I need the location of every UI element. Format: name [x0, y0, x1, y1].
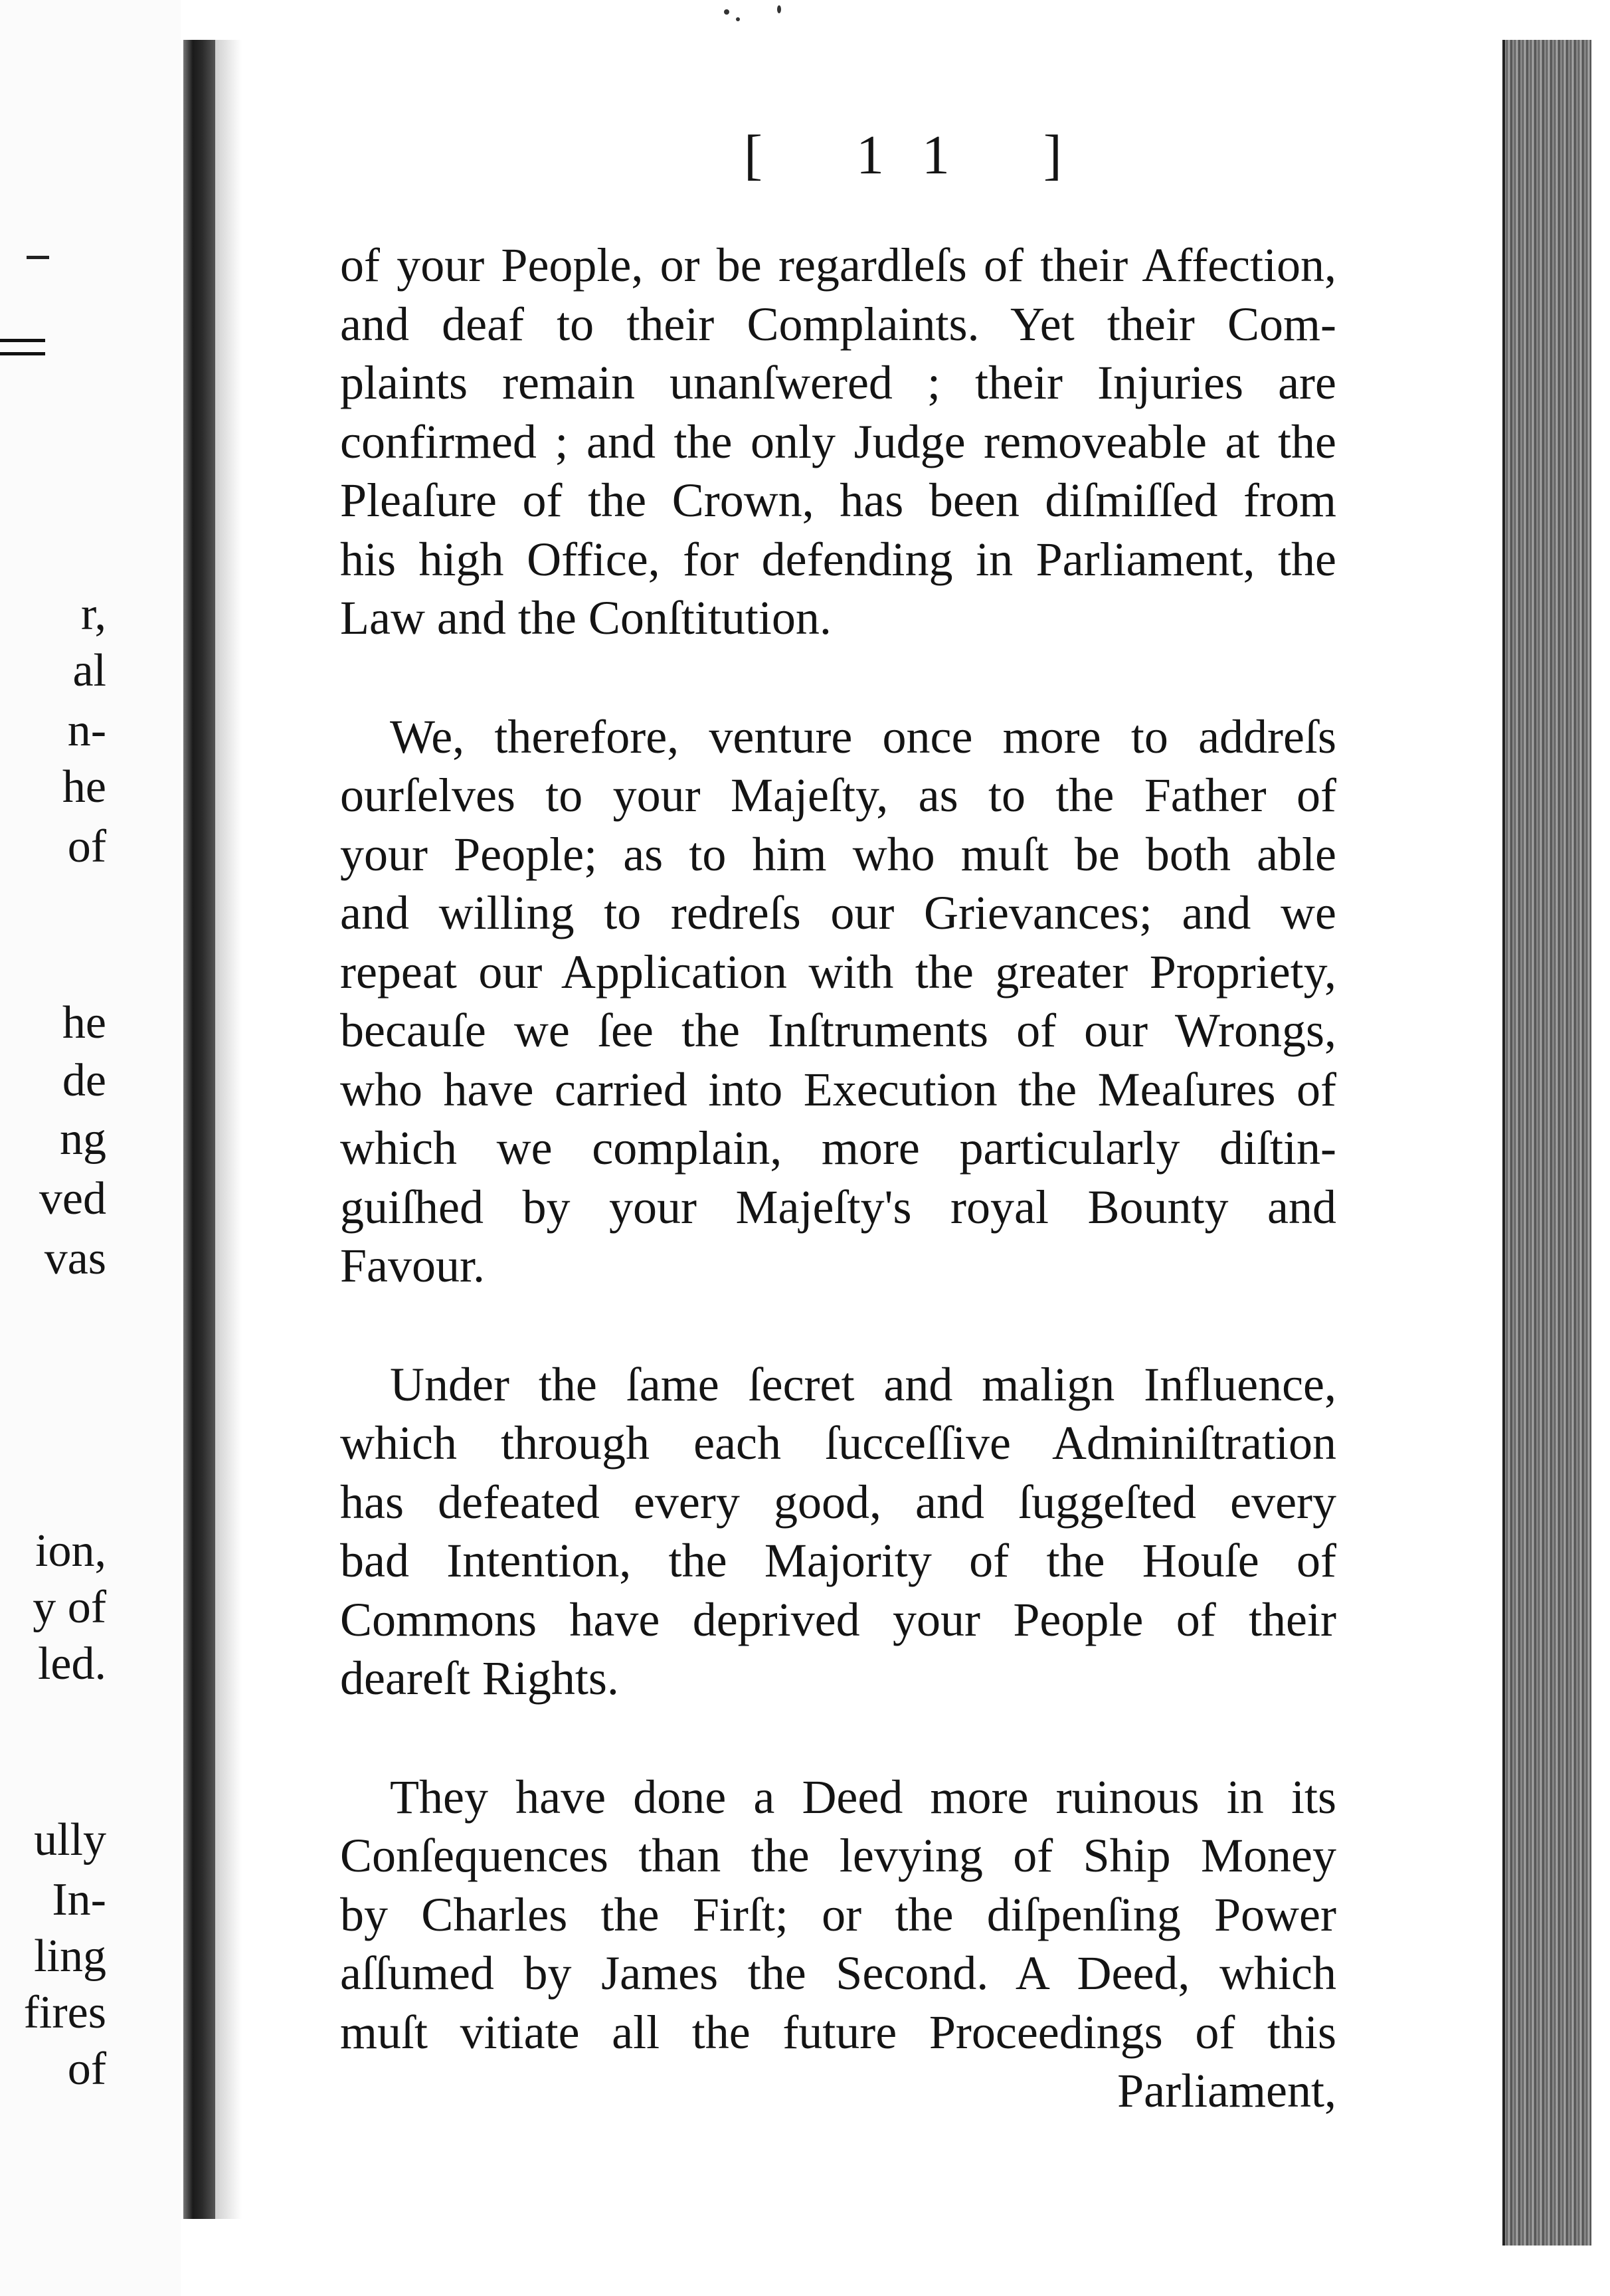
- paragraph: [340, 1768, 1336, 2062]
- facing-page-fragment: ved: [39, 1173, 106, 1224]
- facing-page-fragment: r,: [80, 589, 106, 640]
- facing-page-fragment: of: [67, 821, 106, 872]
- facing-page-fragment: ng: [60, 1113, 106, 1165]
- text-line: repeat our Application with the greater Propriety,: [340, 945, 1336, 999]
- facing-page-fragment: fires: [23, 1987, 106, 2038]
- facing-page-fragment: n-: [67, 705, 106, 756]
- facing-page-text: [0, 0, 106, 2296]
- paragraph: [340, 708, 1336, 1295]
- text-line: has defeated every good, and ſuggeſted every: [340, 1475, 1336, 1529]
- text-line: They have done a Deed more ruinous in its: [390, 1770, 1336, 1824]
- text-line: and deaf to their Complaints. Yet their Com-: [340, 297, 1336, 351]
- text-line: muſt vitiate all the future Proceedings of this: [340, 2005, 1336, 2059]
- text-line: deareſt Rights.: [340, 1652, 619, 1705]
- facing-page-fragment: ling: [34, 1931, 106, 1982]
- text-line: Pleaſure of the Crown, has been diſmiſſed from: [340, 474, 1336, 527]
- page-block-edge: [1502, 40, 1591, 2246]
- scan-specks: [717, 0, 797, 27]
- text-line: by Charles the Firſt; or the diſpenſing Power: [340, 1887, 1336, 1941]
- text-line: who have carried into Execution the Meaſures of: [340, 1062, 1336, 1116]
- facing-page-fragment: al: [72, 645, 106, 696]
- facing-page-fragment: led.: [37, 1638, 106, 1689]
- facing-page-fragment: he: [62, 761, 106, 813]
- paragraph: [340, 1355, 1336, 1708]
- book-gutter: [183, 40, 215, 2219]
- text-line: of your People, or be regardleſs of their Affection,: [340, 239, 1336, 292]
- text-line: your People; as to him who muſt be both able: [340, 827, 1336, 881]
- facing-page-left: [0, 0, 181, 2296]
- facing-page-fragment: he: [62, 997, 106, 1048]
- gutter-shadow: [215, 40, 242, 2219]
- text-line: confirmed ; and the only Judge removeable at the: [340, 415, 1336, 468]
- paragraph: [340, 236, 1336, 648]
- text-line: Law and the Conſtitution.: [340, 591, 832, 644]
- page-number: [ 11 ]: [744, 124, 1102, 186]
- facing-page-fragment: vas: [44, 1233, 106, 1284]
- catchword: Parliament,: [1117, 2064, 1336, 2117]
- text-line: bad Intention, the Majority of the Houſe of: [340, 1534, 1336, 1587]
- facing-page-fragment: de: [62, 1055, 106, 1106]
- text-line: becauſe we ſee the Inſtruments of our Wrongs,: [340, 1004, 1336, 1057]
- text-line: which we complain, more particularly diſtin-: [340, 1121, 1336, 1175]
- text-line: guiſhed by your Majeſty's royal Bounty and: [340, 1180, 1336, 1234]
- facing-page-fragment: of: [67, 2044, 106, 2095]
- text-line: Commons have deprived your People of their: [340, 1592, 1336, 1646]
- text-line: his high Office, for defending in Parliament, the: [340, 532, 1336, 586]
- facing-page-fragment: ully: [34, 1814, 106, 1866]
- text-line: plaints remain unanſwered ; their Injuries are: [340, 356, 1336, 409]
- facing-page-fragment: In-: [52, 1874, 106, 1925]
- text-line: which through each ſucceſſive Adminiſtration: [340, 1416, 1336, 1470]
- facing-page-fragment: y of: [33, 1582, 106, 1633]
- text-line: and willing to redreſs our Grievances; and we: [340, 886, 1336, 939]
- text-line: We, therefore, venture once more to addreſs: [390, 710, 1336, 763]
- text-line: aſſumed by James the Second. A Deed, which: [340, 1947, 1336, 2000]
- text-line: Favour.: [340, 1239, 486, 1292]
- text-line: Under the ſame ſecret and malign Influence,: [390, 1357, 1336, 1411]
- body-text: [340, 236, 1336, 2121]
- text-line: ourſelves to your Majeſty, as to the Father of: [340, 769, 1336, 822]
- facing-page-fragment: ion,: [35, 1525, 106, 1577]
- text-line: Conſequences than the levying of Ship Money: [340, 1829, 1336, 1882]
